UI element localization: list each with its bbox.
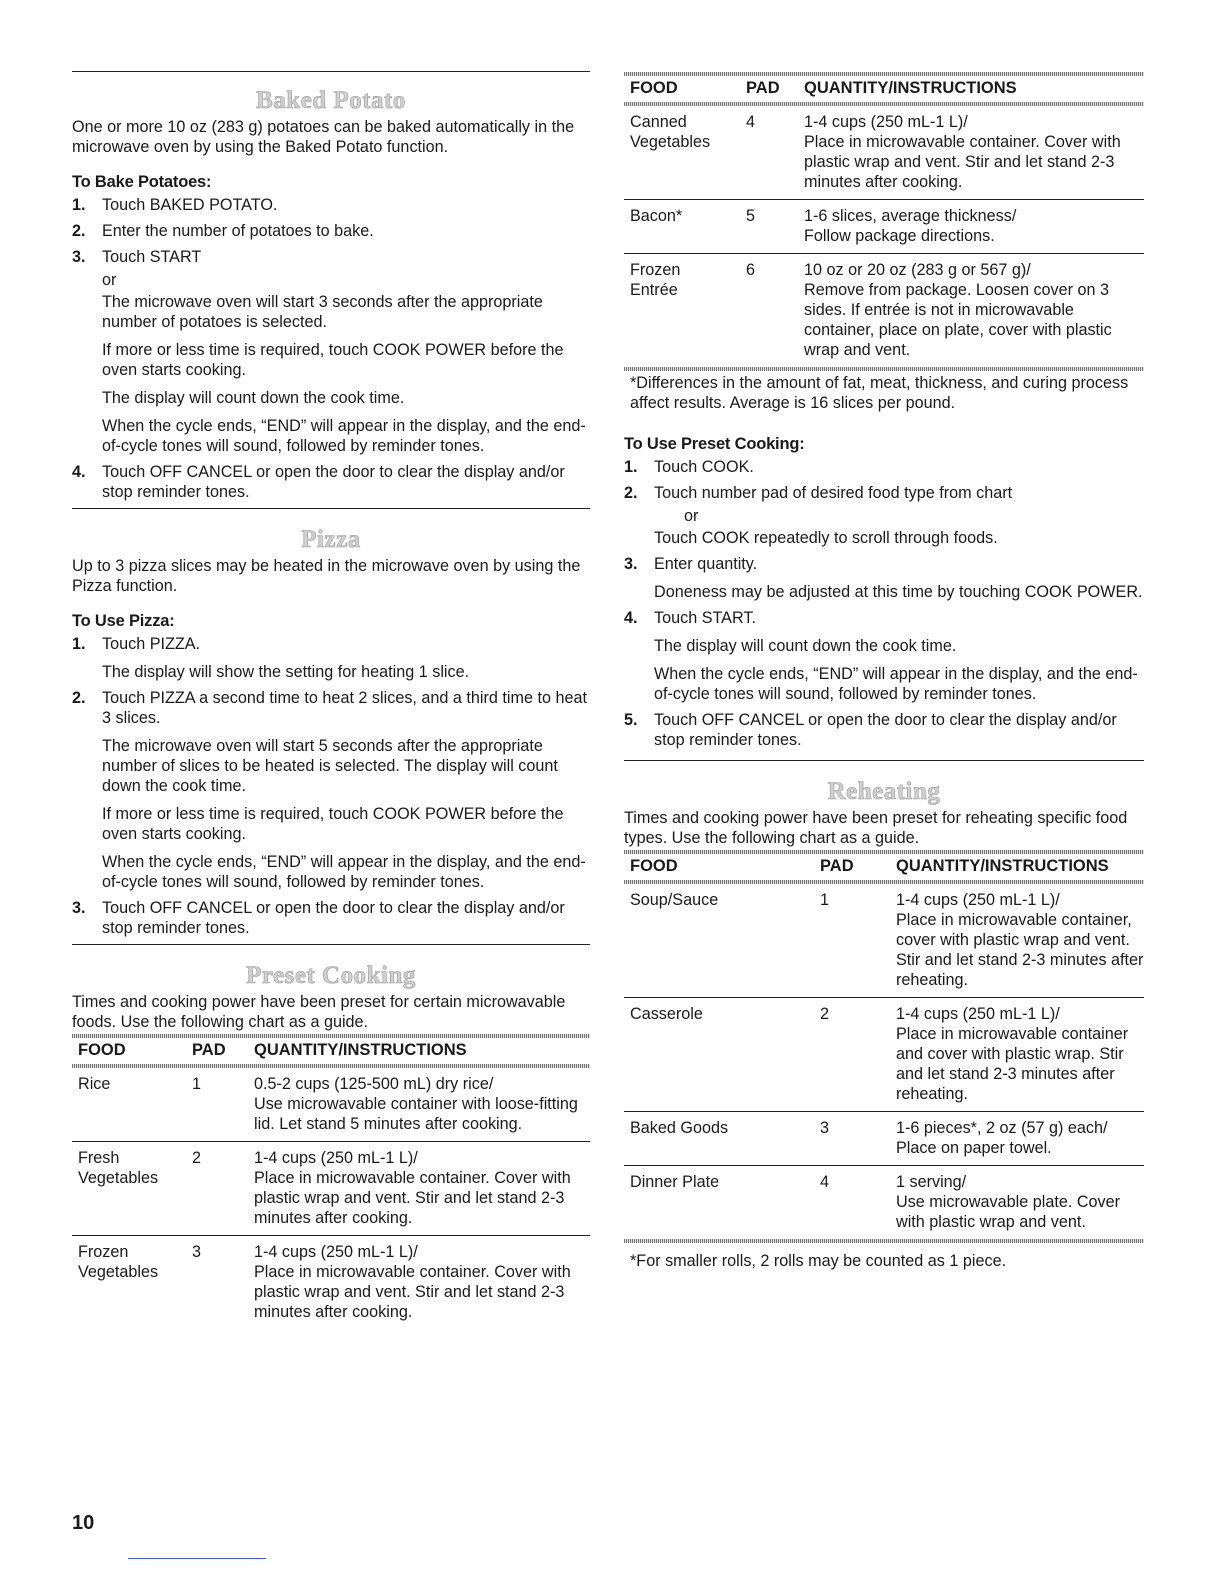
preset-cooking-table-right xyxy=(624,76,1144,367)
cell-food: Fresh Vegetables xyxy=(72,1142,186,1236)
or-text: or xyxy=(102,271,117,289)
table-row xyxy=(624,884,1144,998)
section-intro: One or more 10 oz (283 g) potatoes can be baked automatically in the microwave oven by using the Baked Potato function. xyxy=(72,118,575,156)
column-header-pad: PAD xyxy=(746,79,780,97)
cell-pad: 1 xyxy=(814,884,890,998)
list-item: 2. Touch number pad of desired food type from chart or Touch COOK repeatedly to scroll through foods. xyxy=(624,483,1144,548)
cell-food: Baked Goods xyxy=(624,1112,814,1166)
cell-pad: 6 xyxy=(746,261,756,279)
footnote: *Differences in the amount of fat, meat, thickness, and curing process affect results. Average is 16 slices per pound. xyxy=(630,374,1129,412)
list-item: 2. Touch PIZZA a second time to heat 2 slices, and a third time to heat 3 slices. The microwave oven will start 5 seconds after the appropriate number of slices to be heated is selected. The display will count down the cook time. If more or less time is required, touch COOK POWER before the oven starts cooking. When the cycle ends, “END” will appear in the display, and the end-of-cycle tones will sound, followed by reminder tones. xyxy=(72,688,590,892)
column-header-food: FOOD xyxy=(630,79,678,97)
pizza-section xyxy=(72,527,590,938)
step-detail: If more or less time is required, touch COOK POWER before the oven starts cooking. xyxy=(102,805,564,843)
cell-food: Frozen Entrée xyxy=(630,261,681,299)
table-row xyxy=(624,200,1144,254)
cell-qty: 1-4 cups (250 mL-1 L)/ Place in microwavable container. Cover with plastic wrap and vent. Stir and let stand 2-3 minutes after cooking. xyxy=(798,106,1144,200)
cell-qty: 0.5-2 cups (125-500 mL) dry rice/ Use microwavable container with loose-fitting lid. Let stand 5 minutes after cooking. xyxy=(248,1068,590,1142)
list-item: 4. Touch START. The display will count down the cook time. When the cycle ends, “END” will appear in the display, and the end-of-cycle tones will sound, followed by reminder tones. xyxy=(624,608,1144,704)
table-row xyxy=(72,1068,590,1142)
step-detail: When the cycle ends, “END” will appear in the display, and the end-of-cycle tones will sound, followed by reminder tones. xyxy=(102,853,586,891)
list-item: 4. Touch OFF CANCEL or open the door to clear the display and/or stop reminder tones. xyxy=(72,463,565,501)
instructions-heading: To Use Preset Cooking: xyxy=(624,435,805,453)
cell-food: Dinner Plate xyxy=(630,1173,720,1191)
column-header-quantity: QUANTITY/INSTRUCTIONS xyxy=(896,857,1109,875)
section-rule xyxy=(72,508,590,509)
preset-cooking-table-left xyxy=(72,1038,590,1329)
table-header-row xyxy=(624,76,1144,102)
column-header-food: FOOD xyxy=(78,1041,126,1059)
list-item: 3. Enter quantity. Doneness may be adjusted at this time by touching COOK POWER. xyxy=(624,555,1143,601)
or-text: or xyxy=(684,507,699,525)
table-body xyxy=(624,884,1144,1239)
step-detail: Doneness may be adjusted at this time by touching COOK POWER. xyxy=(654,583,1143,601)
section-title: Baked Potato xyxy=(256,87,406,114)
cell-pad: 2 xyxy=(186,1142,248,1236)
step-detail: Touch COOK repeatedly to scroll through foods. xyxy=(654,529,998,547)
cell-pad: 4 xyxy=(740,106,798,200)
table-header-row xyxy=(624,854,1144,880)
page-number: 10 xyxy=(72,1512,95,1534)
column-header-quantity: QUANTITY/INSTRUCTIONS xyxy=(804,79,1017,97)
table-bottom-rule xyxy=(624,1239,1144,1243)
cell-qty: 1-6 pieces*, 2 oz (57 g) each/ Place on paper towel. xyxy=(890,1112,1144,1166)
cell-food: Bacon* xyxy=(624,200,740,254)
column-header-pad: PAD xyxy=(192,1041,226,1059)
step-detail: When the cycle ends, “END” will appear in the display, and the end-of-cycle tones will sound, followed by reminder tones. xyxy=(654,665,1138,703)
list-item: 3. Touch OFF CANCEL or open the door to clear the display and/or stop reminder tones. xyxy=(72,899,565,937)
column-header-pad: PAD xyxy=(820,857,854,875)
cell-qty: 1 serving/ Use microwavable plate. Cover with plastic wrap and vent. xyxy=(896,1173,1121,1231)
step-detail: The display will count down the cook time. xyxy=(102,389,405,407)
cell-food: Frozen Vegetables xyxy=(78,1243,159,1281)
step-detail: When the cycle ends, “END” will appear in the display, and the end-of-cycle tones will sound, followed by reminder tones. xyxy=(102,417,586,455)
section-title: Pizza xyxy=(301,526,361,553)
reheating-section xyxy=(624,779,1144,1271)
left-column xyxy=(72,0,590,1329)
cell-qty: 10 oz or 20 oz (283 g or 567 g)/ Remove from package. Loosen cover on 3 sides. If entrée is not in microwavable container, place on plate, cover with plastic wrap and vent. xyxy=(804,261,1112,359)
cell-qty: 1-4 cups (250 mL-1 L)/ Place in microwavable container and cover with plastic wrap. Stir and let stand 2-3 minutes after reheating. xyxy=(890,998,1144,1112)
column-header-food: FOOD xyxy=(630,857,678,875)
list-item: 1. Touch PIZZA. The display will show the setting for heating 1 slice. xyxy=(72,634,590,682)
section-intro: Times and cooking power have been preset for certain microwavable foods. Use the following chart as a guide. xyxy=(72,993,566,1031)
cell-qty: 1-4 cups (250 mL-1 L)/ Place in microwavable container, cover with plastic wrap and vent. Stir and let stand 2-3 minutes after reheating. xyxy=(890,884,1144,998)
cell-pad: 5 xyxy=(740,200,798,254)
cell-pad: 4 xyxy=(820,1173,830,1191)
cell-qty: 1-4 cups (250 mL-1 L)/ Place in microwavable container. Cover with plastic wrap and vent. Stir and let stand 2-3 minutes after cooking. xyxy=(254,1243,571,1321)
table-row xyxy=(72,1236,590,1330)
section-intro: Up to 3 pizza slices may be heated in the microwave oven by using the Pizza function. xyxy=(72,557,581,595)
table-bottom-rule xyxy=(624,367,1144,371)
section-intro: Times and cooking power have been preset for reheating specific food types. Use the following chart as a guide. xyxy=(624,809,1128,847)
step-detail: The display will show the setting for heating 1 slice. xyxy=(102,663,470,681)
table-row xyxy=(72,1142,590,1236)
step-detail: The display will count down the cook time. xyxy=(654,637,957,655)
cell-qty: 1-4 cups (250 mL-1 L)/ Place in microwavable container. Cover with plastic wrap and vent. Stir and let stand 2-3 minutes after cooking. xyxy=(248,1142,590,1236)
list-item: 1. Touch COOK. xyxy=(624,458,754,476)
footnote: *For smaller rolls, 2 rolls may be counted as 1 piece. xyxy=(630,1252,1007,1270)
cell-pad: 2 xyxy=(814,998,890,1112)
table-body xyxy=(72,1068,590,1329)
table-row xyxy=(624,106,1144,200)
cell-food: Rice xyxy=(72,1068,186,1142)
reheating-table xyxy=(624,854,1144,1239)
step-detail: The microwave oven will start 5 seconds after the appropriate number of slices to be heated is selected. The display will count down the cook time. xyxy=(102,737,558,795)
list-item: 3. Touch START or The microwave oven will start 3 seconds after the appropriate number of potatoes is selected. If more or less time is required, touch COOK POWER before the oven starts cooking. The display will count down the cook time. When the cycle ends, “END” will appear in the display, and the end-of-cycle tones will sound, followed by reminder tones. xyxy=(72,247,590,456)
steps-list xyxy=(72,634,590,938)
table-header-row xyxy=(72,1038,590,1064)
cell-food: Casserole xyxy=(624,998,814,1112)
cell-pad: 1 xyxy=(186,1068,248,1142)
list-item: 5. Touch OFF CANCEL or open the door to clear the display and/or stop reminder tones. xyxy=(624,711,1117,749)
instructions-heading: To Bake Potatoes: xyxy=(72,173,212,191)
table-row xyxy=(624,998,1144,1112)
cell-pad: 3 xyxy=(192,1243,202,1261)
cell-qty: 1-6 slices, average thickness/ Follow package directions. xyxy=(798,200,1144,254)
cell-pad: 3 xyxy=(814,1112,890,1166)
preset-cooking-section xyxy=(72,963,590,1329)
cell-food: Canned Vegetables xyxy=(624,106,740,200)
section-rule xyxy=(72,71,590,72)
section-rule xyxy=(72,944,590,945)
step-detail: If more or less time is required, touch COOK POWER before the oven starts cooking. xyxy=(102,341,564,379)
section-rule xyxy=(624,760,1144,761)
bottom-link-rule xyxy=(128,1558,266,1559)
right-column xyxy=(624,0,1144,1271)
list-item: 2. Enter the number of potatoes to bake. xyxy=(72,222,374,240)
table-row xyxy=(624,1112,1144,1166)
instructions-heading: To Use Pizza: xyxy=(72,612,175,630)
column-header-quantity: QUANTITY/INSTRUCTIONS xyxy=(254,1041,467,1059)
baked-potato-section xyxy=(72,88,590,502)
cell-food: Soup/Sauce xyxy=(624,884,814,998)
section-title: Reheating xyxy=(827,778,941,805)
table-body xyxy=(624,106,1144,367)
step-detail: The microwave oven will start 3 seconds after the appropriate number of potatoes is selected. xyxy=(102,293,543,331)
table-row xyxy=(624,254,1144,368)
section-title: Preset Cooking xyxy=(246,962,416,989)
table-row xyxy=(624,1166,1144,1240)
steps-list xyxy=(72,195,590,502)
list-item: 1. Touch BAKED POTATO. xyxy=(72,196,278,214)
steps-list xyxy=(624,457,1144,750)
